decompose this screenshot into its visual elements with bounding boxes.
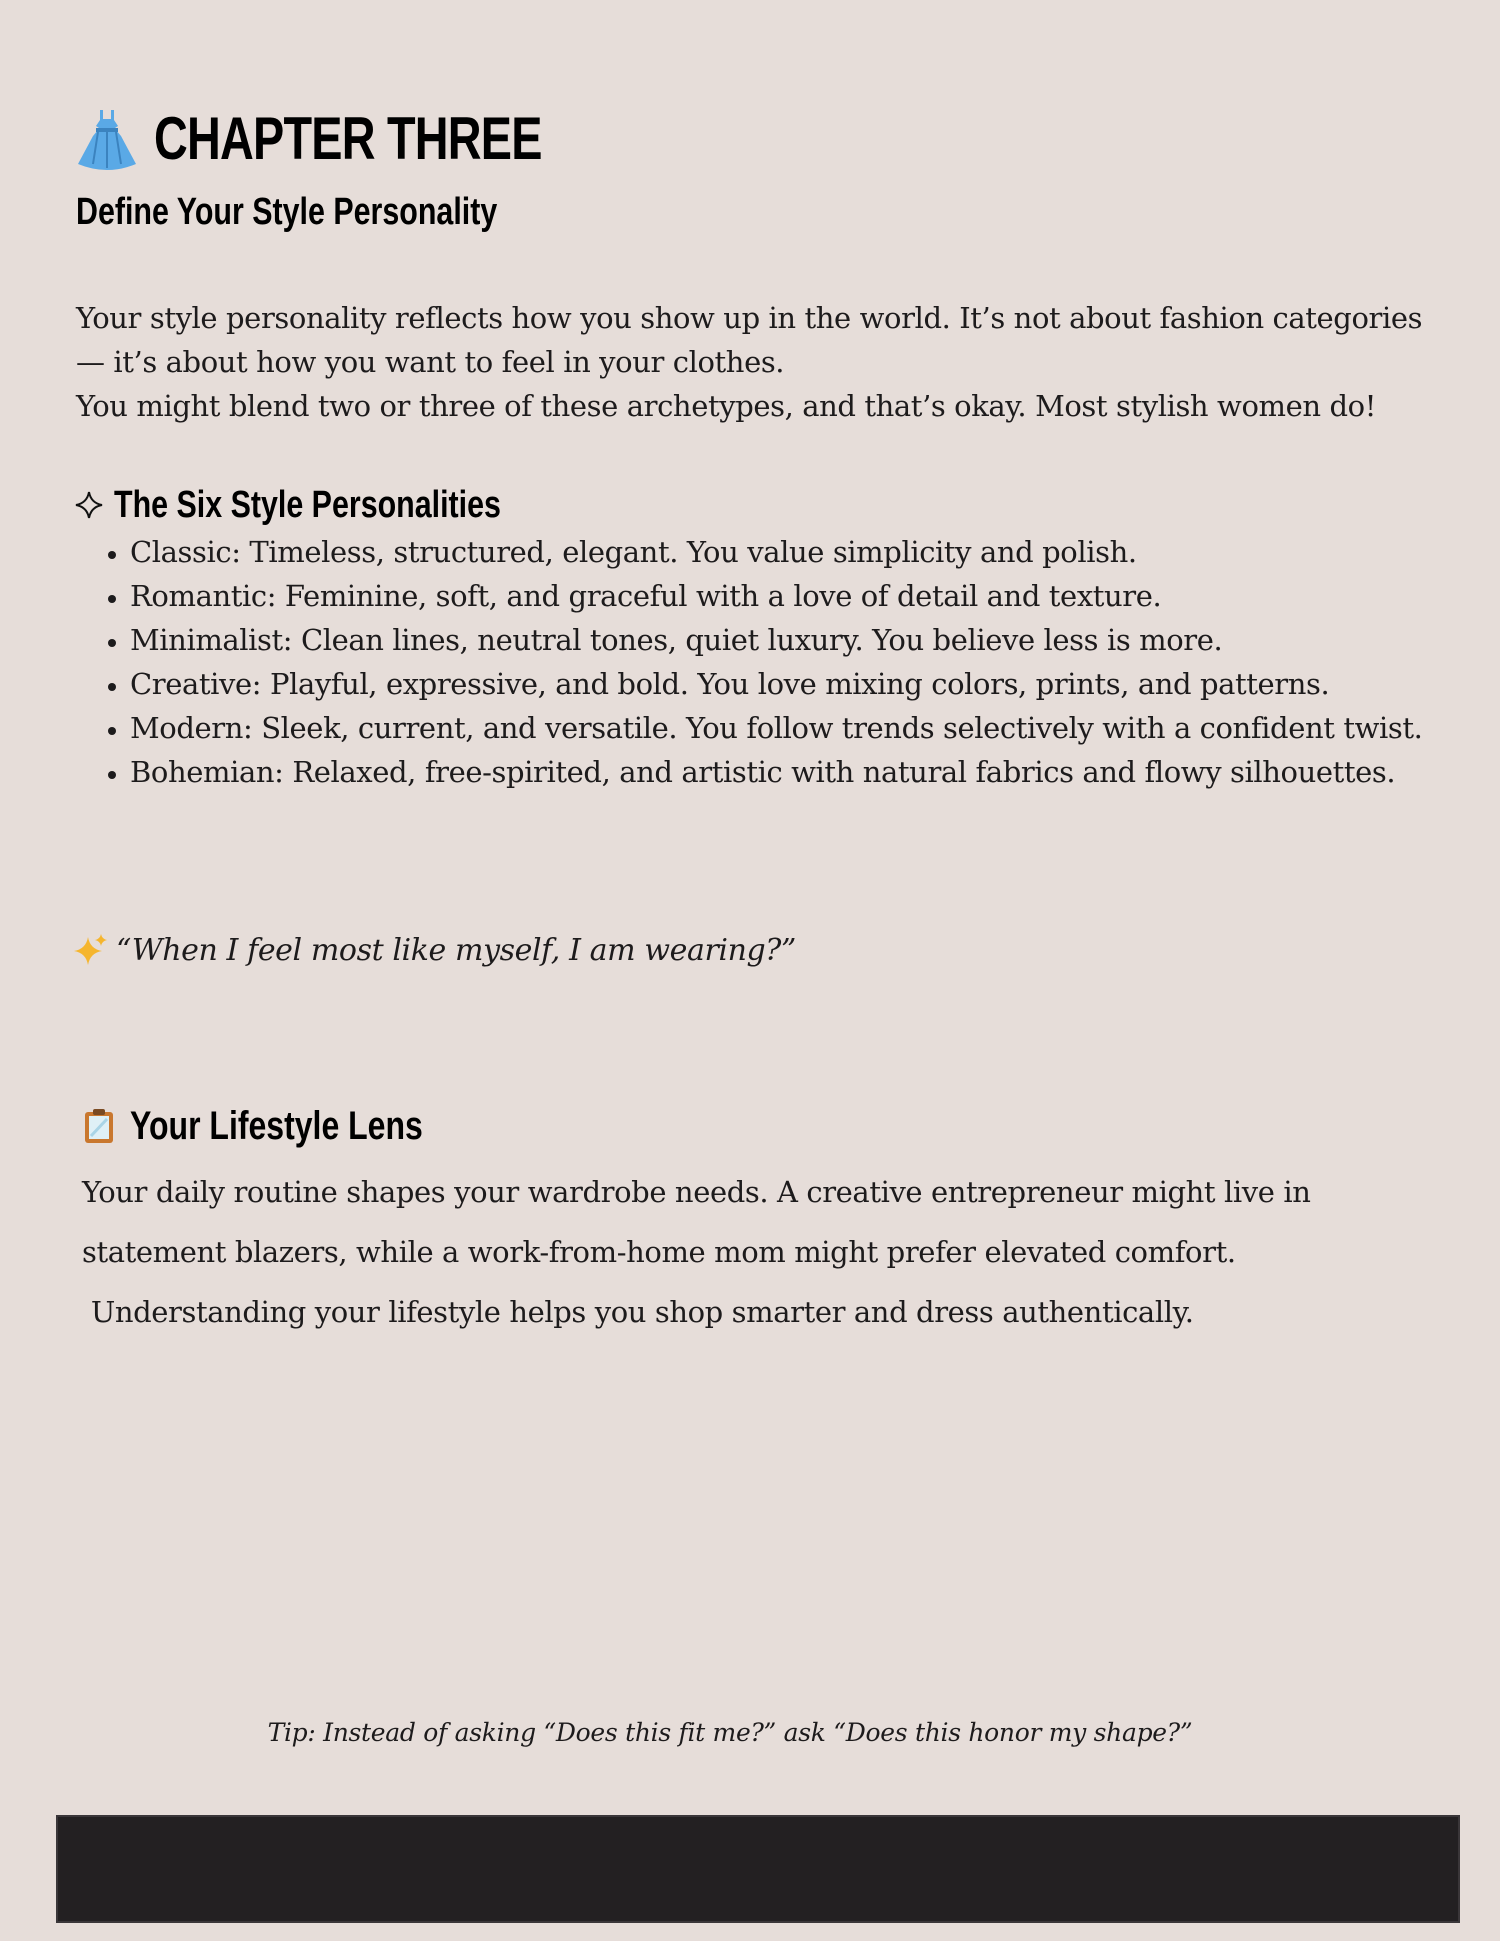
personalities-header: [74, 480, 598, 530]
lifestyle-line: Understanding your lifestyle helps you shop smarter and dress authentically.: [82, 1295, 1194, 1329]
dress-icon: [76, 106, 138, 172]
list-item: • Modern: Sleek, current, and versatile. You follow trends selectively with a confident twist.: [130, 706, 1470, 750]
list-item: • Classic: Timeless, structured, elegant. You value simplicity and polish.: [130, 530, 1470, 574]
lifestyle-line: statement blazers, while a work-from-home mom might prefer elevated comfort.: [82, 1235, 1236, 1269]
personalities-list: [76, 530, 1470, 794]
personalities-title: The Six Style Personalities: [114, 484, 501, 526]
chapter-subtitle: Define Your Style Personality: [76, 191, 498, 233]
chapter-title: CHAPTER THREE: [154, 105, 542, 172]
clipboard-icon: [82, 1107, 116, 1145]
list-item: • Bohemian: Relaxed, free-spirited, and artistic with natural fabrics and flowy silhouettes.: [130, 750, 1470, 794]
list-item: • Creative: Playful, expressive, and bold. You love mixing colors, prints, and patterns.: [130, 662, 1470, 706]
chapter-header: [76, 104, 542, 174]
sparkles-icon: [74, 933, 108, 967]
list-item: • Minimalist: Clean lines, neutral tones, quiet luxury. You believe less is more.: [130, 618, 1470, 662]
quote-text: “When I feel most like myself, I am wearing?”: [116, 932, 796, 968]
intro-paragraph: Your style personality reflects how you show up in the world. It’s not about fashion categories — it’s about how you want to feel in your clothes.: [76, 301, 1423, 379]
tip-text: Tip: Instead of asking “Does this fit me?” ask “Does this honor my shape?”: [267, 1718, 1193, 1747]
lifestyle-text: [82, 1162, 1442, 1342]
lifestyle-header: [82, 1100, 496, 1152]
footer-bar: [56, 1815, 1460, 1923]
list-item: • Romantic: Feminine, soft, and graceful with a love of detail and texture.: [130, 574, 1470, 618]
intro-paragraph: You might blend two or three of these archetypes, and that’s okay. Most stylish women do!: [76, 389, 1376, 423]
four-point-star-outline-icon: [74, 490, 104, 520]
intro-text: [76, 296, 1436, 428]
lifestyle-line: Your daily routine shapes your wardrobe needs. A creative entrepreneur might live in: [82, 1175, 1311, 1209]
reflection-quote: [74, 926, 796, 974]
lifestyle-title: Your Lifestyle Lens: [130, 1104, 423, 1148]
